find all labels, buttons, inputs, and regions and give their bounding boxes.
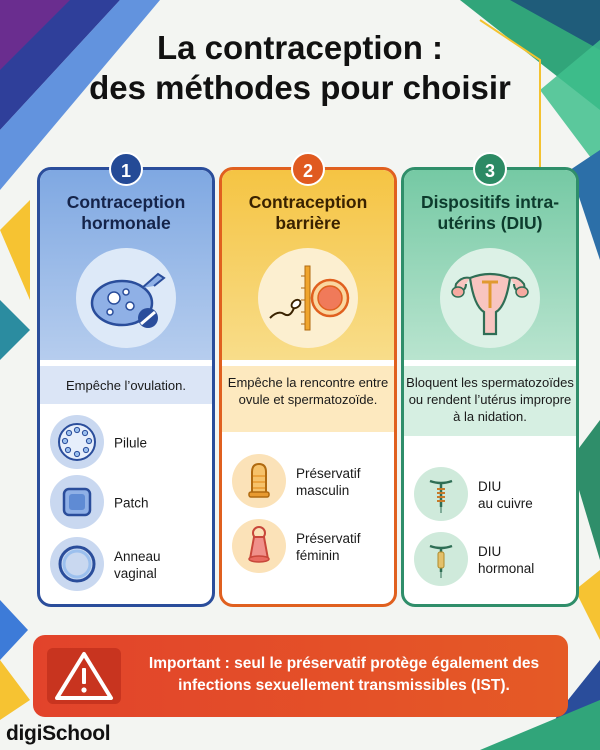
brand-logo: digiSchool — [6, 722, 111, 745]
sperm-egg-barrier-icon — [258, 248, 358, 348]
card-barrier — [219, 167, 397, 607]
method-label: Pilule — [114, 435, 148, 451]
female-condom-icon — [232, 519, 286, 573]
hormonal-iud-icon — [414, 532, 468, 586]
warning-text — [129, 653, 559, 697]
uterus-icon — [440, 248, 540, 348]
card-number-badge: 2 — [291, 152, 325, 186]
card-description: Empêche l’ovulation. — [40, 366, 212, 404]
card-description: Empêche la rencontre entre ovule et spermatozoïde. — [222, 366, 394, 432]
ovary-icon — [76, 248, 176, 348]
patch-icon — [50, 475, 104, 529]
warning-label: Important : — [148, 655, 230, 672]
method-label: DIU au cuivre — [478, 479, 533, 511]
card-description: Bloquent les spermatozoïdes ou rendent l’utérus impropre à la nidation. — [404, 366, 576, 436]
title-line-1: La contraception : — [156, 29, 444, 66]
warning-triangle-icon — [47, 648, 121, 704]
male-condom-icon — [232, 454, 286, 508]
pill-pack-icon — [50, 415, 104, 469]
method-label: Patch — [114, 495, 149, 511]
card-hormonal — [37, 167, 215, 607]
card-number-badge: 1 — [109, 152, 143, 186]
warning-message: seul le préservatif protège également des infections sexuellement transmissibles (IST). — [178, 655, 540, 694]
ring-icon — [50, 537, 104, 591]
method-preservatif-feminin — [232, 519, 392, 575]
method-diu-cuivre — [414, 467, 574, 523]
copper-iud-icon — [414, 467, 468, 521]
warning-banner — [33, 635, 568, 717]
method-label: Préservatif masculin — [296, 466, 361, 498]
card-number-badge: 3 — [473, 152, 507, 186]
method-anneau — [50, 537, 210, 593]
card-header — [40, 170, 212, 360]
method-label: Préservatif féminin — [296, 531, 361, 563]
page-title — [0, 28, 600, 108]
card-title: Dispositifs intra-utérins (DIU) — [420, 192, 560, 233]
method-preservatif-masculin — [232, 454, 392, 510]
method-label: DIU hormonal — [478, 544, 535, 576]
title-line-2: des méthodes pour choisir — [89, 69, 511, 106]
card-title: Contraception hormonale — [66, 192, 186, 233]
method-label: Anneau vaginal — [114, 549, 161, 581]
card-diu — [401, 167, 579, 607]
method-diu-hormonal — [414, 532, 574, 588]
method-patch — [50, 475, 210, 531]
method-pilule — [50, 415, 210, 471]
card-header — [222, 170, 394, 360]
card-title: Contraception barrière — [248, 192, 368, 233]
card-header — [404, 170, 576, 360]
